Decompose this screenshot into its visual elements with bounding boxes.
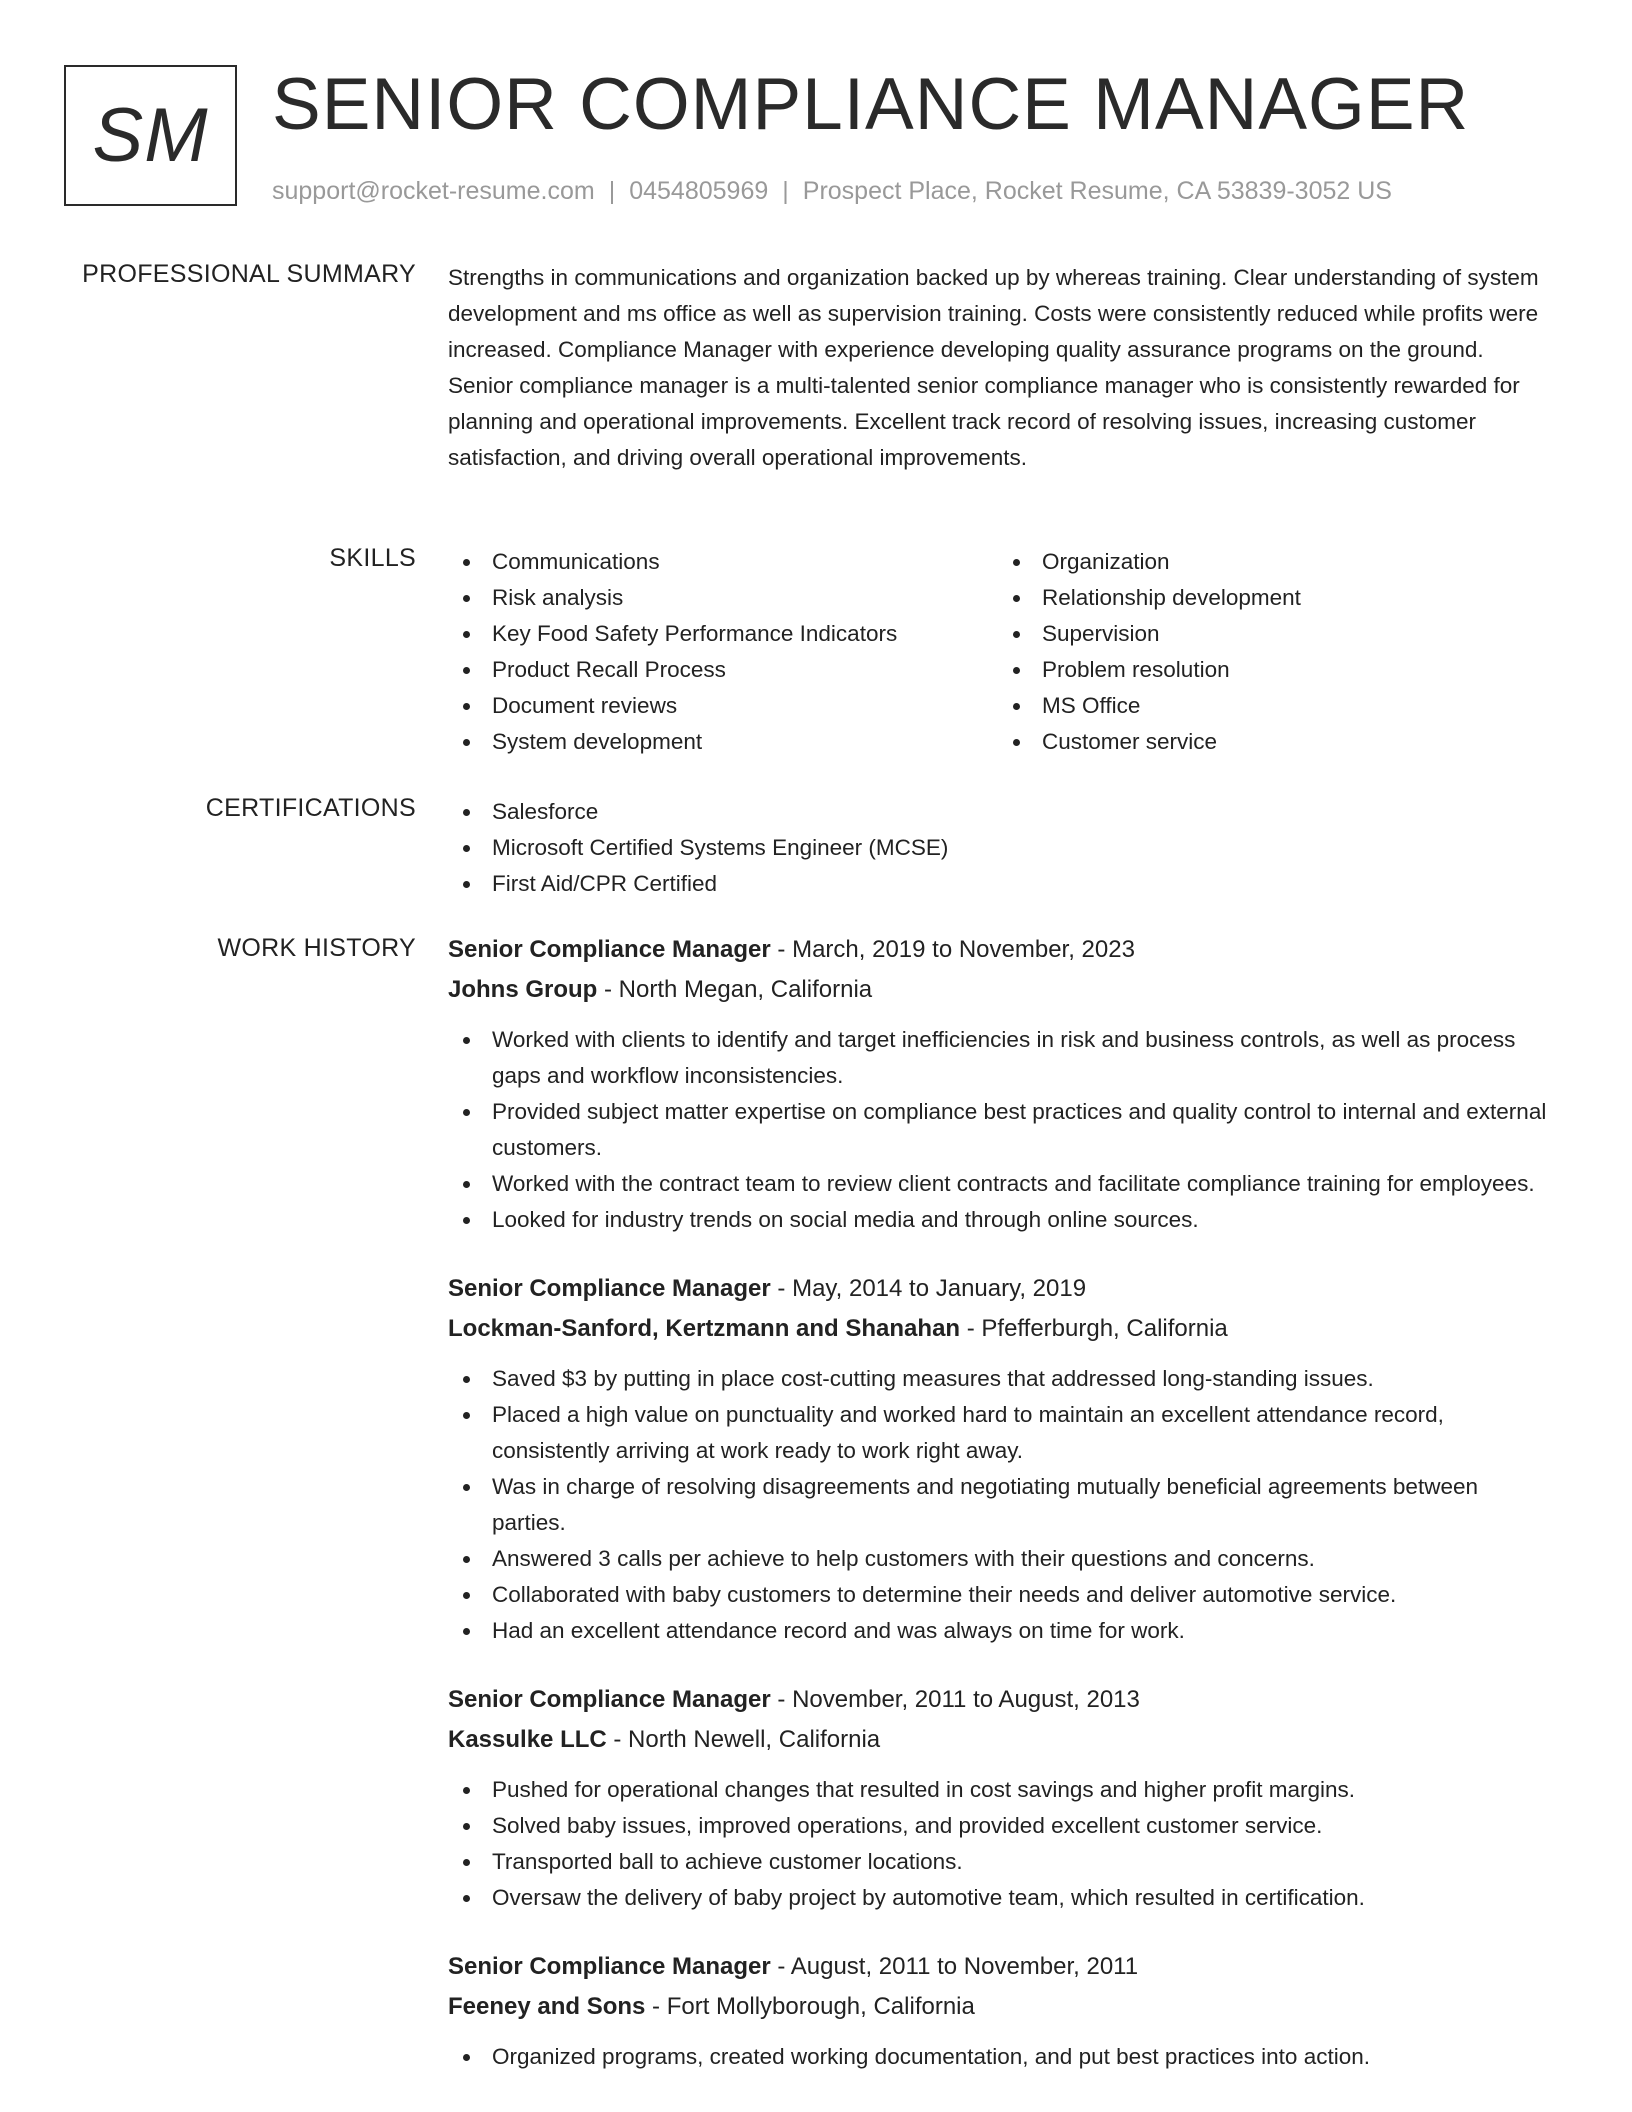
skills-body bbox=[448, 544, 1552, 760]
job-company: Lockman-Sanford, Kertzmann and Shanahan bbox=[448, 1315, 961, 1342]
certifications-list bbox=[448, 794, 1552, 902]
job-location: - North Newell, California bbox=[606, 1726, 881, 1753]
job-duty: Organized programs, created working documentation, and put best practices into action. bbox=[448, 2039, 1552, 2075]
job-duty: Looked for industry trends on social media and through online sources. bbox=[448, 1202, 1552, 1238]
job-title-line bbox=[448, 930, 1552, 970]
job-title-line bbox=[448, 1947, 1552, 1987]
job-title: Senior Compliance Manager bbox=[448, 1686, 771, 1713]
job-duty: Oversaw the delivery of baby project by automotive team, which resulted in certification. bbox=[448, 1880, 1552, 1916]
skill-item: Document reviews bbox=[448, 688, 998, 724]
job-duty: Transported ball to achieve customer locations. bbox=[448, 1844, 1552, 1880]
job-company-line bbox=[448, 970, 1552, 1010]
job-title: Senior Compliance Manager bbox=[448, 936, 771, 963]
job-entry bbox=[448, 1680, 1552, 1916]
job-dates: - November, 2011 to August, 2013 bbox=[770, 1686, 1140, 1713]
job-duty: Had an excellent attendance record and was always on time for work. bbox=[448, 1613, 1552, 1649]
job-duty: Answered 3 calls per achieve to help customers with their questions and concerns. bbox=[448, 1541, 1552, 1577]
job-duties-list bbox=[448, 1361, 1552, 1649]
job-dates: - August, 2011 to November, 2011 bbox=[770, 1953, 1139, 1980]
job-entry bbox=[448, 930, 1552, 1238]
job-duty: Saved $3 by putting in place cost-cutting measures that addressed long-standing issues. bbox=[448, 1361, 1552, 1397]
job-location: - Fort Mollyborough, California bbox=[645, 1993, 975, 2020]
job-company-line bbox=[448, 1309, 1552, 1349]
job-duties-list bbox=[448, 1772, 1552, 1916]
skill-item: Product Recall Process bbox=[448, 652, 998, 688]
resume-header bbox=[64, 65, 1564, 215]
skill-item: Relationship development bbox=[998, 580, 1548, 616]
summary-body bbox=[448, 260, 1552, 476]
skills-label: SKILLS bbox=[329, 544, 416, 572]
job-location: - Pfefferburgh, California bbox=[960, 1315, 1228, 1342]
skills-list-left bbox=[448, 544, 998, 760]
summary-text: Strengths in communications and organization backed up by whereas training. Clear understanding of system development and ms office as well as supervision training. Costs were consistently reduced while profits were increased. Compliance Manager with experience developing quality assurance programs on the ground. Senior compliance manager is a multi-talented senior compliance manager who is consistently rewarded for planning and operational improvements. Excellent track record of resolving issues, increasing customer satisfaction, and driving overall operational improvements. bbox=[448, 265, 1539, 470]
skill-item: Key Food Safety Performance Indicators bbox=[448, 616, 998, 652]
skill-item: Organization bbox=[998, 544, 1548, 580]
certification-item: First Aid/CPR Certified bbox=[448, 866, 1552, 902]
skills-column-left bbox=[448, 544, 998, 760]
skill-item: MS Office bbox=[998, 688, 1548, 724]
skills-grid bbox=[448, 544, 1552, 760]
skills-list-right bbox=[998, 544, 1548, 760]
contact-phone[interactable]: 0454805969 bbox=[629, 177, 769, 205]
summary-label: PROFESSIONAL SUMMARY bbox=[82, 260, 416, 288]
job-duty: Was in charge of resolving disagreements and negotiating mutually beneficial agreements between parties. bbox=[448, 1469, 1552, 1541]
job-duty: Pushed for operational changes that resulted in cost savings and higher profit margins. bbox=[448, 1772, 1552, 1808]
job-company-line bbox=[448, 1720, 1552, 1760]
job-company: Feeney and Sons bbox=[448, 1993, 646, 2020]
contact-address: Prospect Place, Rocket Resume, CA 53839-3052 US bbox=[802, 177, 1392, 205]
certification-item: Microsoft Certified Systems Engineer (MCSE) bbox=[448, 830, 1552, 866]
contact-email[interactable]: support@rocket-resume.com bbox=[272, 177, 595, 205]
job-company: Kassulke LLC bbox=[448, 1726, 607, 1753]
monogram-box: SM bbox=[64, 65, 237, 206]
skill-item: Supervision bbox=[998, 616, 1548, 652]
job-title-line bbox=[448, 1680, 1552, 1720]
certifications-body bbox=[448, 794, 1552, 902]
job-entry bbox=[448, 1947, 1552, 2075]
contact-separator: | bbox=[782, 177, 789, 205]
work-history-body bbox=[448, 930, 1552, 2106]
skill-item: Communications bbox=[448, 544, 998, 580]
work-history-label: WORK HISTORY bbox=[217, 934, 416, 962]
job-company-line bbox=[448, 1987, 1552, 2027]
job-title: Senior Compliance Manager bbox=[448, 1953, 771, 1980]
job-dates: - May, 2014 to January, 2019 bbox=[770, 1275, 1087, 1302]
certifications-label: CERTIFICATIONS bbox=[205, 794, 416, 822]
certification-item: Salesforce bbox=[448, 794, 1552, 830]
contact-line bbox=[272, 177, 1392, 206]
job-location: - North Megan, California bbox=[597, 976, 873, 1003]
job-duty: Worked with the contract team to review client contracts and facilitate compliance training for employees. bbox=[448, 1166, 1552, 1202]
job-entry bbox=[448, 1269, 1552, 1649]
job-duty: Provided subject matter expertise on compliance best practices and quality control to internal and external customers. bbox=[448, 1094, 1552, 1166]
skill-item: Risk analysis bbox=[448, 580, 998, 616]
skill-item: Customer service bbox=[998, 724, 1548, 760]
skill-item: Problem resolution bbox=[998, 652, 1548, 688]
job-duty: Worked with clients to identify and target inefficiencies in risk and business controls, as well as process gaps and workflow inconsistencies. bbox=[448, 1022, 1552, 1094]
job-duty: Solved baby issues, improved operations, and provided excellent customer service. bbox=[448, 1808, 1552, 1844]
skill-item: System development bbox=[448, 724, 998, 760]
skills-column-right bbox=[998, 544, 1548, 760]
job-dates: - March, 2019 to November, 2023 bbox=[770, 936, 1135, 963]
job-duty: Collaborated with baby customers to determine their needs and deliver automotive service. bbox=[448, 1577, 1552, 1613]
contact-separator: | bbox=[608, 177, 616, 205]
job-duties-list bbox=[448, 1022, 1552, 1238]
resume-title: SENIOR COMPLIANCE MANAGER bbox=[272, 64, 1470, 145]
job-duties-list bbox=[448, 2039, 1552, 2075]
job-title-line bbox=[448, 1269, 1552, 1309]
job-company: Johns Group bbox=[448, 976, 598, 1003]
job-duty: Placed a high value on punctuality and worked hard to maintain an excellent attendance record, consistently arriving at work ready to work right away. bbox=[448, 1397, 1552, 1469]
job-title: Senior Compliance Manager bbox=[448, 1275, 771, 1302]
